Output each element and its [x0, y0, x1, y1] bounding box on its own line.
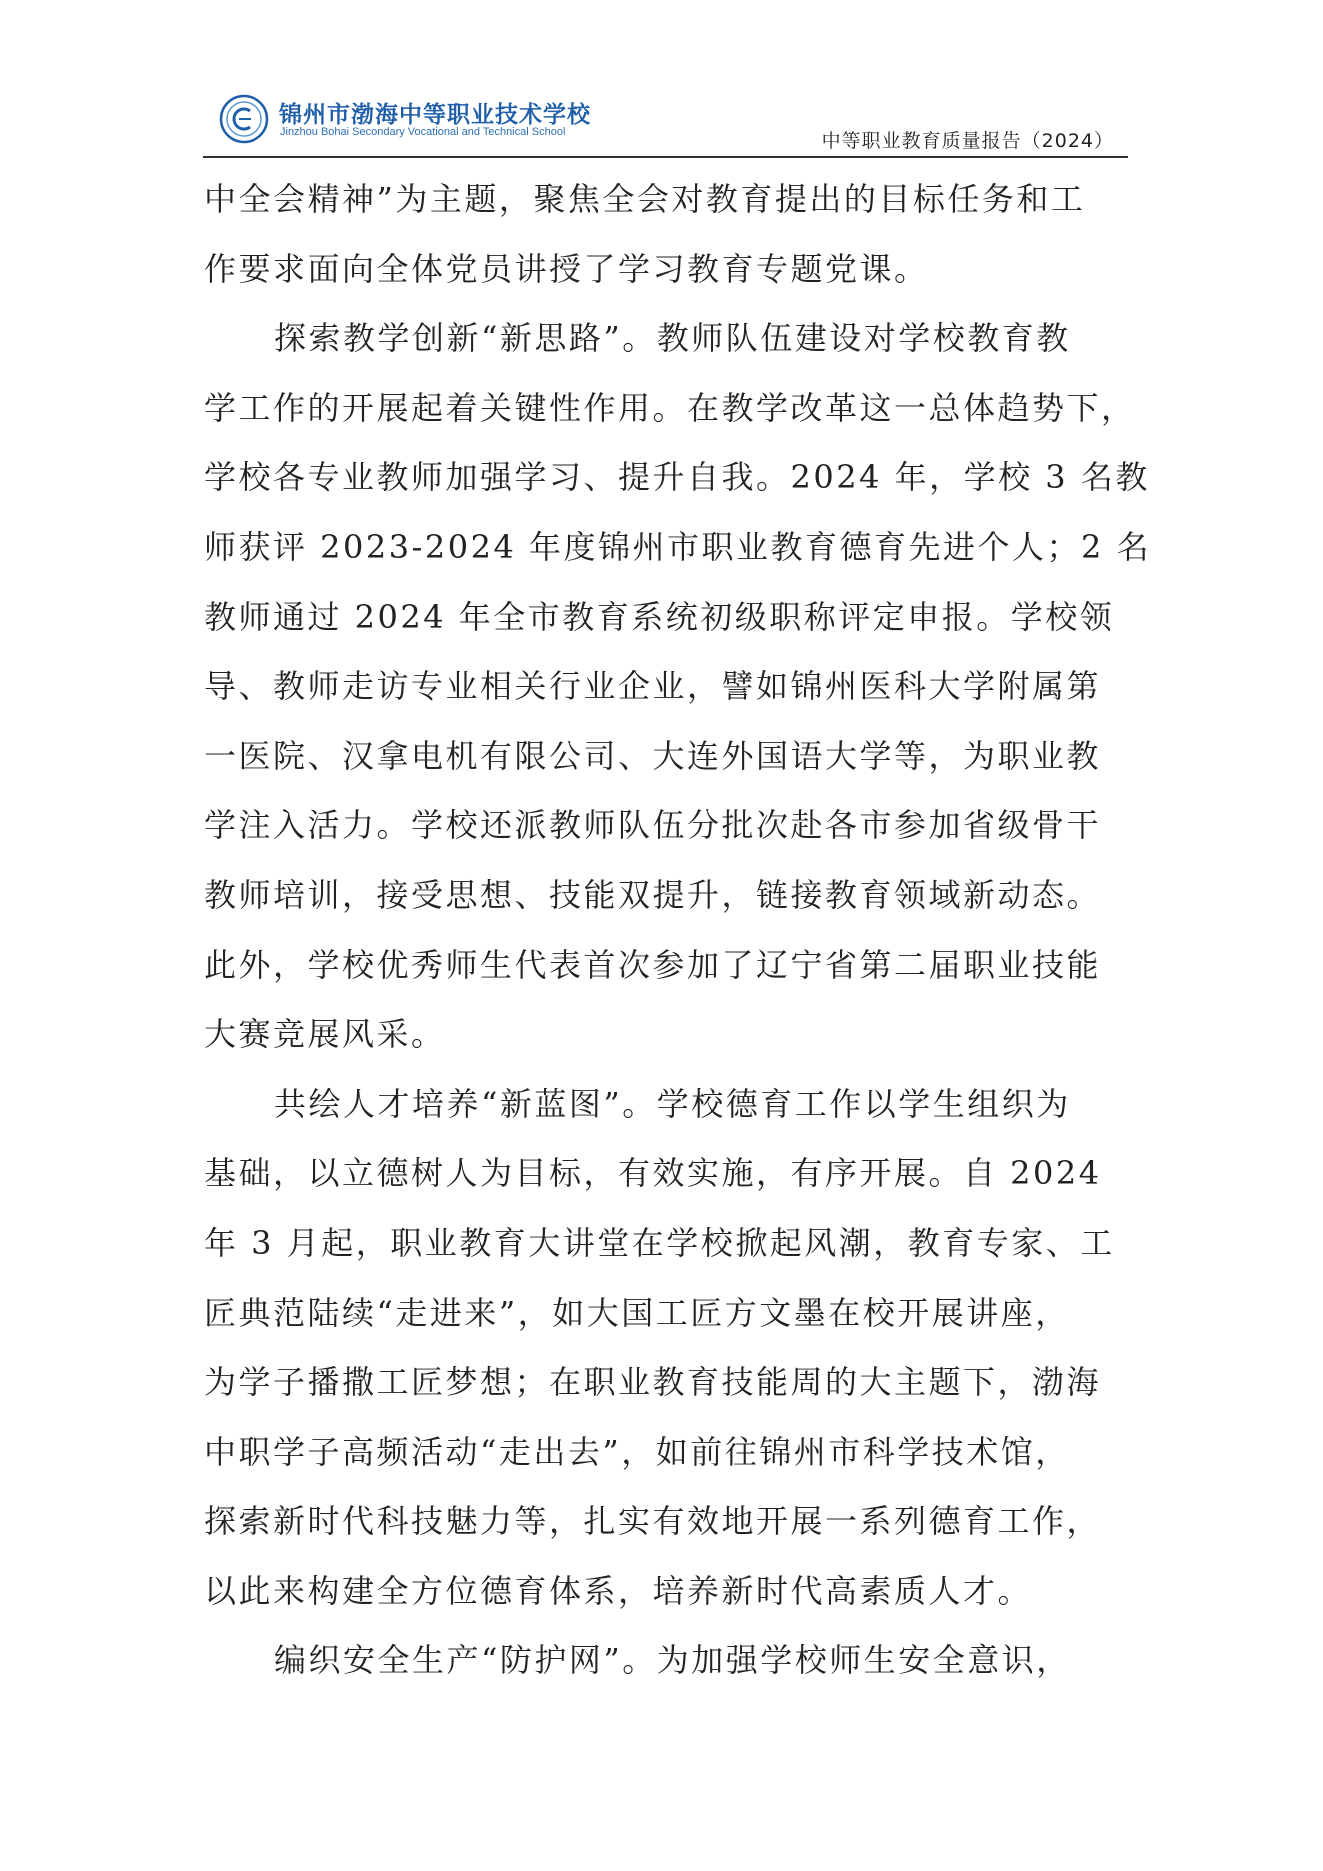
- text-line: 中全会精神”为主题，聚焦全会对教育提出的目标任务和工: [204, 180, 1086, 218]
- text-line: 中职学子高频活动“走出去”，如前往锦州市科学技术馆，: [204, 1432, 1070, 1471]
- text-line: 教师培训，接受思想、技能双提升，链接教育领域新动态。: [204, 875, 1102, 914]
- text-line: 作要求面向全体党员讲授了学习教育专题党课。: [204, 249, 929, 288]
- school-name-cn: 锦州市渤海中等职业技术学校: [279, 102, 591, 128]
- text-line: 师获评 2023-2024 年度锦州市职业教育德育先进个人；2 名: [204, 527, 1152, 566]
- text-line: 教师通过 2024 年全市教育系统初级职称评定申报。学校领: [204, 597, 1115, 636]
- report-title: 中等职业教育质量报告（2024）: [821, 130, 1114, 152]
- text-line: 学工作的开展起着关键性作用。在教学改革这一总体趋势下，: [204, 388, 1136, 427]
- text-line: 大赛竞展风采。: [204, 1015, 446, 1054]
- text-line: 学校各专业教师加强学习、提升自我。2024 年，学校 3 名教: [204, 458, 1150, 497]
- text-line: 一医院、汉拿电机有限公司、大连外国语大学等，为职业教: [204, 736, 1102, 775]
- text-line: 学注入活力。学校还派教师队伍分批次赴各市参加省级骨干: [204, 806, 1102, 845]
- text-line: 此外，学校优秀师生代表首次参加了辽宁省第二届职业技能: [204, 945, 1102, 984]
- paragraph-start-line: 共绘人才培养“新蓝图”。学校德育工作以学生组织为: [274, 1084, 1071, 1123]
- text-line: 基础，以立德树人为目标，有效实施，有序开展。自 2024: [204, 1154, 1102, 1193]
- school-name-en: Jinzhou Bohai Secondary Vocational and Technical School: [280, 126, 566, 138]
- text-line: 年 3 月起，职业教育大讲堂在学校掀起风潮，教育专家、工: [204, 1223, 1115, 1262]
- page-header: [203, 92, 1128, 158]
- paragraph-start-line: 探索教学创新“新思路”。教师队伍建设对学校教育教: [274, 319, 1071, 358]
- body-text: [204, 165, 1152, 1696]
- text-line: 以此来构建全方位德育体系，培养新时代高素质人才。: [204, 1571, 1033, 1610]
- text-line: 为学子播撒工匠梦想；在职业教育技能周的大主题下，渤海: [204, 1363, 1102, 1402]
- school-logo-icon: [219, 94, 269, 144]
- text-line: 探索新时代科技魅力等，扎实有效地开展一系列德育工作，: [204, 1502, 1102, 1541]
- text-line: 匠典范陆续“走进来”，如大国工匠方文墨在校开展讲座，: [204, 1293, 1070, 1332]
- paragraph-start-line: 编织安全生产“防护网”。为加强学校师生安全意识，: [274, 1641, 1071, 1680]
- text-line: 导、教师走访专业相关行业企业，譬如锦州医科大学附属第: [204, 667, 1102, 706]
